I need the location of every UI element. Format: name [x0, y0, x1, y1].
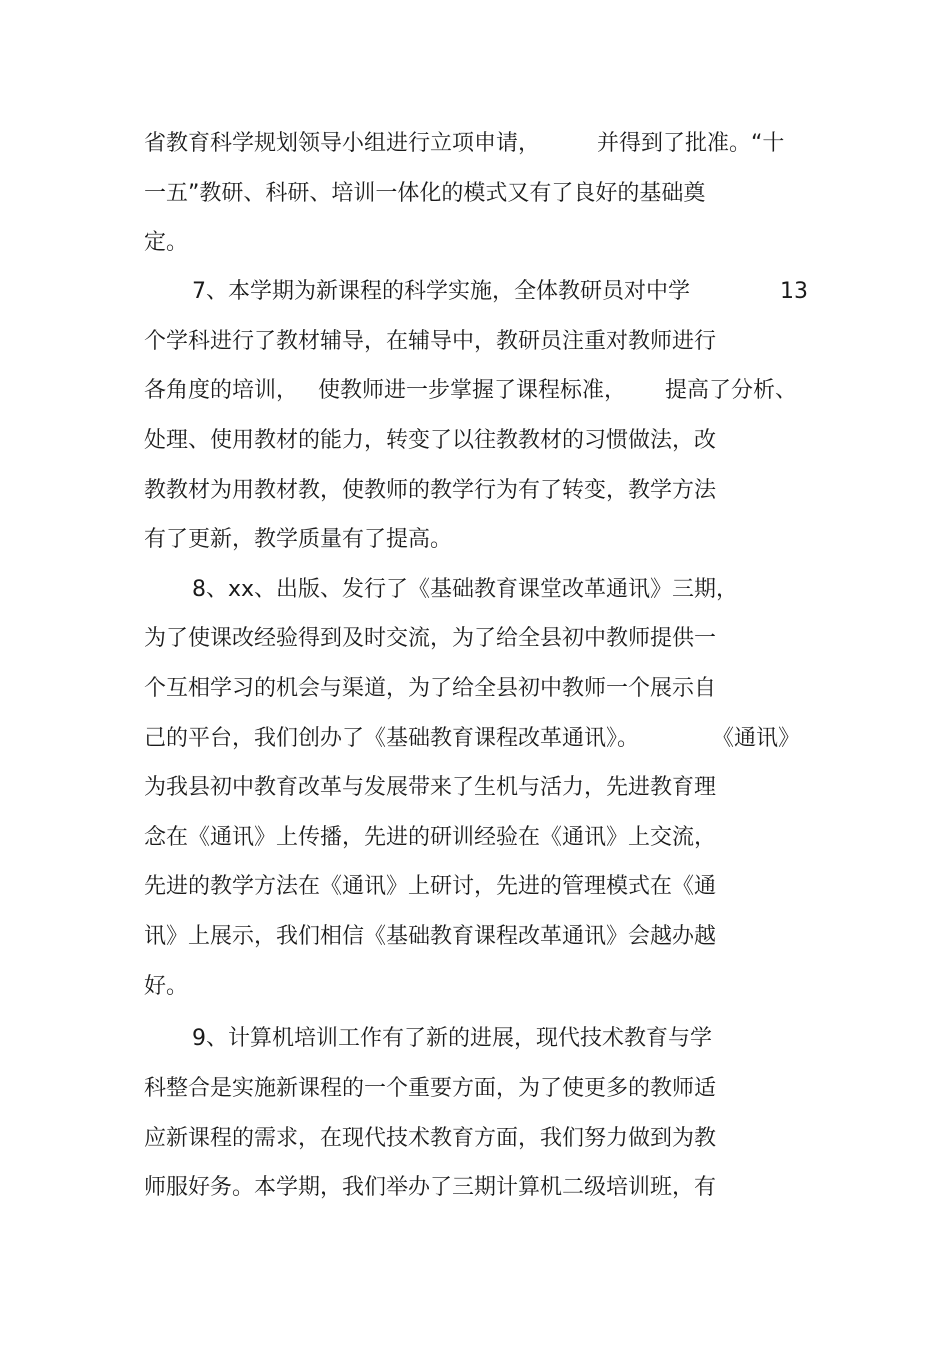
- line-segment: 为了使课改经验得到及时交流，为了给全县初中教师提供一: [144, 626, 717, 651]
- line-segment: 己的平台，我们创办了《基础教育课程改革通讯》。: [144, 726, 640, 751]
- text-line: [0, 325, 717, 359]
- line-segment: 定。: [144, 230, 189, 255]
- line-segment: 个学科进行了教材辅导，在辅导中，教研员注重对教师进行: [144, 329, 717, 354]
- text-line: [0, 474, 717, 508]
- text-line: [0, 1022, 712, 1056]
- text-line: [0, 424, 717, 458]
- line-segment: 好。: [144, 974, 189, 999]
- text-line: [0, 672, 717, 706]
- text-line: [0, 1122, 717, 1156]
- text-line: [0, 1072, 717, 1106]
- text-line: [0, 870, 717, 904]
- line-segment: 先进的教学方法在《通讯》上研讨，先进的管理模式在《通: [144, 874, 717, 899]
- text-line: [0, 920, 717, 954]
- text-line: [0, 177, 706, 211]
- text-line: [0, 374, 798, 408]
- line-segment: 教教材为用教材教，使教师的教学行为有了转变，教学方法: [144, 478, 717, 503]
- line-segment: 念在《通讯》上传播，先进的研训经验在《通讯》上交流，: [144, 825, 717, 850]
- text-line: [0, 821, 717, 855]
- line-segment: 为我县初中教育改革与发展带来了生机与活力，先进教育理: [144, 775, 717, 800]
- text-line: [0, 573, 739, 607]
- line-segment: 并得到了批准。“十: [597, 131, 785, 156]
- line-segment: 一五”教研、科研、培训一体化的模式又有了良好的基础奠: [144, 181, 706, 206]
- line-segment: 《通讯》: [712, 726, 801, 751]
- line-segment: 8、xx、出版、发行了《基础教育课堂改革通讯》三期，: [192, 577, 739, 602]
- text-line: [0, 771, 717, 805]
- line-segment: 13: [780, 279, 808, 304]
- text-line: [0, 226, 189, 260]
- line-segment: 处理、使用教材的能力，转变了以往教教材的习惯做法，改: [144, 428, 717, 453]
- line-segment: 应新课程的需求，在现代技术教育方面，我们努力做到为教: [144, 1126, 717, 1151]
- text-line: [0, 523, 453, 557]
- line-segment: 各角度的培训，: [144, 378, 299, 403]
- line-segment: 师服好务。本学期，我们举办了三期计算机二级培训班，有: [144, 1175, 717, 1200]
- text-line: [0, 722, 801, 756]
- text-line: [0, 970, 189, 1004]
- line-segment: 使教师进一步掌握了课程标准，: [318, 378, 627, 403]
- line-segment: 省教育科学规划领导小组进行立项申请，: [144, 131, 541, 156]
- line-segment: 7、本学期为新课程的科学实施，全体教研员对中学: [192, 279, 690, 304]
- text-line: [0, 622, 717, 656]
- line-segment: 有了更新，教学质量有了提高。: [144, 527, 453, 552]
- line-segment: 讯》上展示，我们相信《基础教育课程改革通讯》会越办越: [144, 924, 717, 949]
- text-line: [0, 127, 785, 161]
- line-segment: 9、计算机培训工作有了新的进展，现代技术教育与学: [192, 1026, 712, 1051]
- line-segment: 提高了分析、: [665, 378, 798, 403]
- text-line: [0, 1171, 717, 1205]
- line-segment: 个互相学习的机会与渠道，为了给全县初中教师一个展示自: [144, 676, 717, 701]
- text-line: [0, 275, 808, 309]
- line-segment: 科整合是实施新课程的一个重要方面，为了使更多的教师适: [144, 1076, 717, 1101]
